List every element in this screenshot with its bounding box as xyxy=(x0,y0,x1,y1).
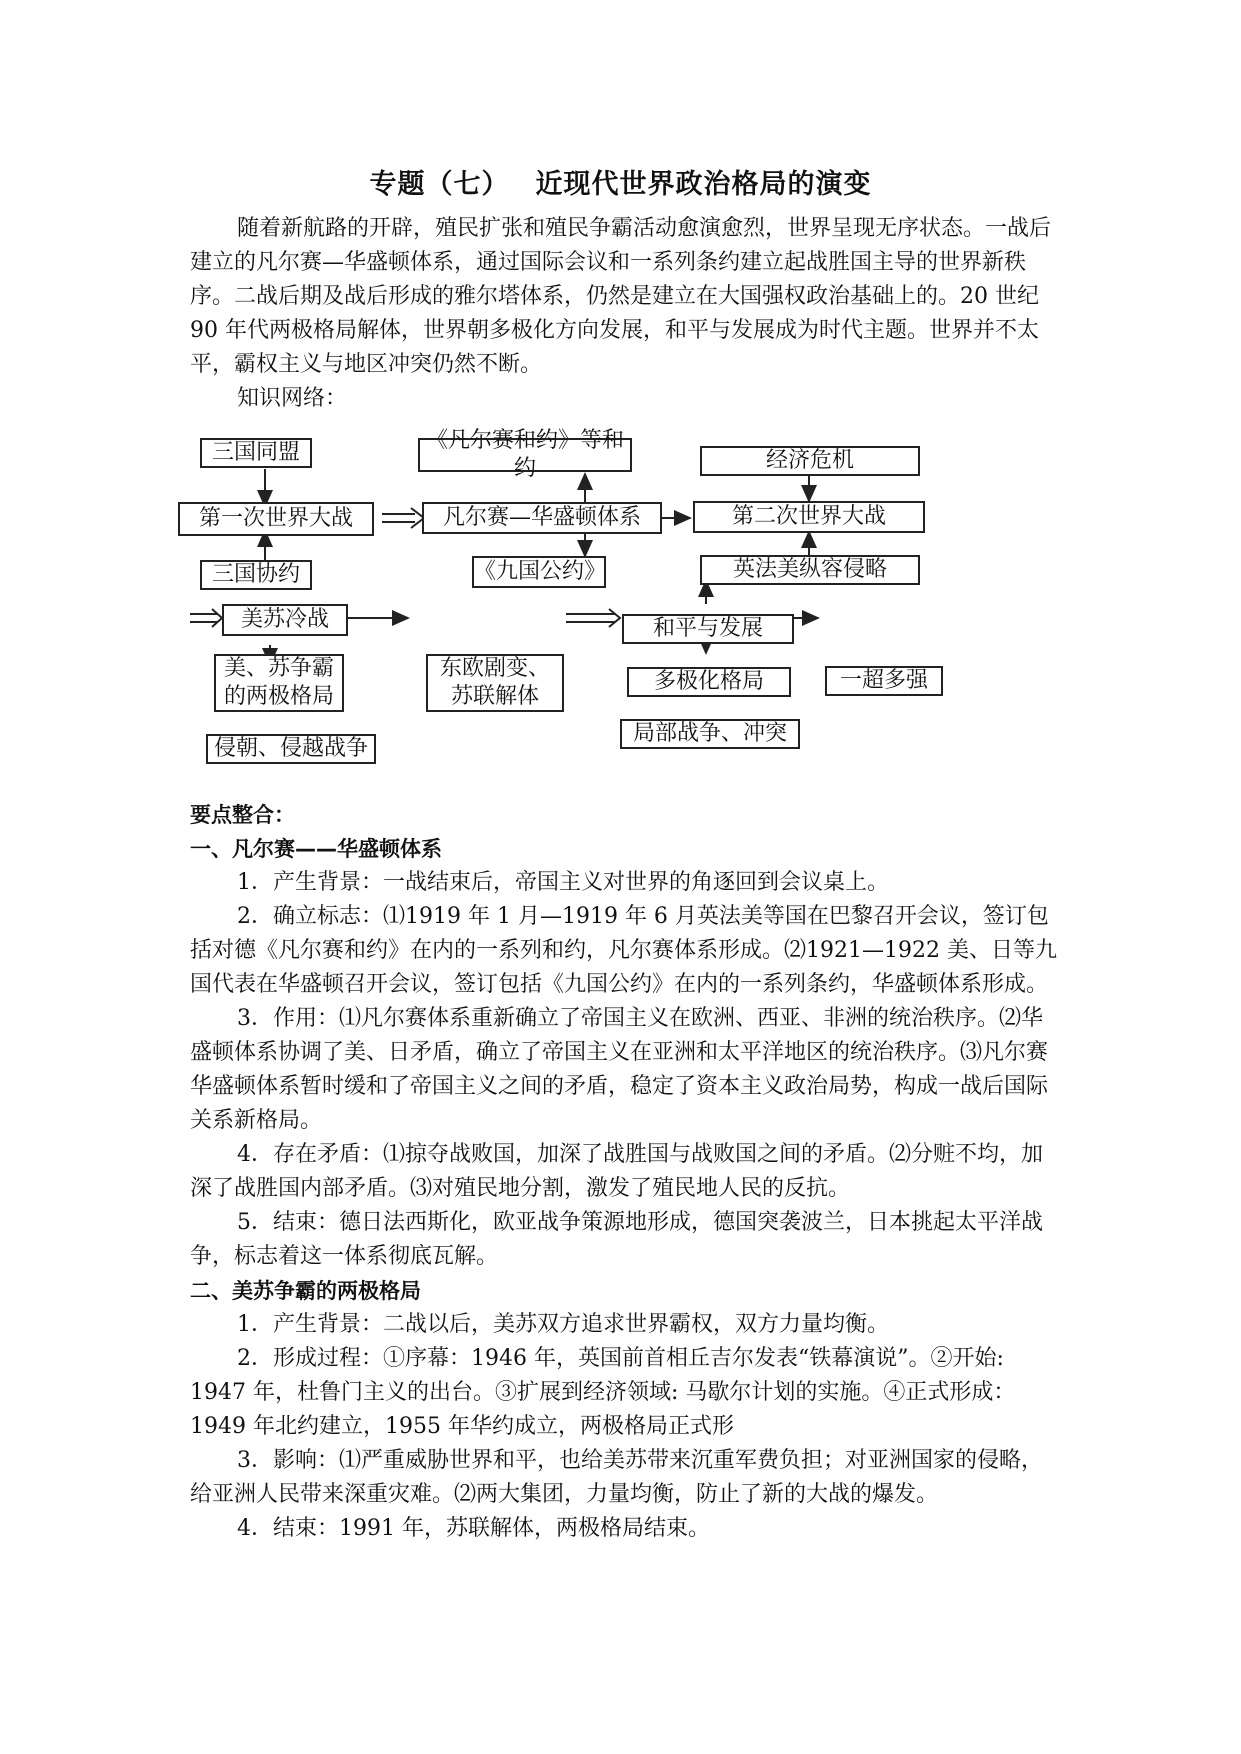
soviet-collapse-line-2: 苏联解体 xyxy=(450,684,539,709)
node-triple-alliance: 三国同盟 xyxy=(200,438,312,468)
node-korea-vietnam-wars: 侵朝、侵越战争 xyxy=(206,734,376,764)
eastern-europe-line-1: 东欧剧变、 xyxy=(439,656,550,681)
knowledge-network-diagram xyxy=(190,428,1060,788)
knowledge-network-label: 知识网络： xyxy=(237,386,348,411)
node-local-wars-conflicts: 局部战争、冲突 xyxy=(620,719,800,749)
intro-block xyxy=(190,212,1060,416)
section-1-heading: 一、凡尔赛——华盛顿体系 xyxy=(190,837,442,861)
section-2-item: 2．形成过程：①序幕：1946 年，英国前首相丘吉尔发表“铁幕演说”。②开始: 1947 年，杜鲁门主义的出台。③扩展到经济领域: 马歇尔计划的实施。④正式形成：1949 年北约建立，1955 年华约成立，两极格局正式形 xyxy=(190,1346,1016,1439)
node-bipolar-pattern xyxy=(214,654,344,712)
intro-paragraph: 随着新航路的开辟，殖民扩张和殖民争霸活动愈演愈烈，世界呈现无序状态。一战后建立的凡尔赛—华盛顿体系，通过国际会议和一系列条约建立起战胜国主导的世界新秩序。二战后期及战后形成的雅尔塔体系，仍然是建立在大国强权政治基础上的。20 世纪 90 年代两极格局解体，世界朝多极化方向发展，和平与发展成为时代主题。世界并不太平，霸权主义与地区冲突仍然不断。 xyxy=(190,216,1052,377)
bipolar-line-2: 的两极格局 xyxy=(223,684,334,709)
title-part-2: 近现代世界政治格局的演变 xyxy=(535,169,872,200)
node-eastern-europe-upheaval xyxy=(426,654,564,712)
node-us-soviet-cold-war: 美苏冷战 xyxy=(222,604,348,636)
node-appeasement: 英法美纵容侵略 xyxy=(700,555,920,585)
node-nine-power-treaty: 《九国公约》 xyxy=(472,556,606,588)
key-points-heading: 要点整合： xyxy=(190,803,295,827)
key-points-block xyxy=(190,798,1060,1546)
node-versailles-treaty: 《凡尔赛和约》等和约 xyxy=(418,438,632,472)
section-1-item: 4．存在矛盾：⑴掠夺战败国，加深了战胜国与战败国之间的矛盾。⑵分赃不均，加深了战胜国内部矛盾。⑶对殖民地分割，激发了殖民地人民的反抗。 xyxy=(190,1142,1043,1201)
node-world-war-2: 第二次世界大战 xyxy=(693,501,925,533)
section-1-item: 5．结束：德日法西斯化，欧亚战争策源地形成，德国突袭波兰，日本挑起太平洋战争，标志着这一体系彻底瓦解。 xyxy=(190,1210,1043,1269)
node-versailles-washington-system: 凡尔赛—华盛顿体系 xyxy=(422,502,662,534)
section-2-item: 3．影响：⑴严重威胁世界和平，也给美苏带来沉重军费负担；对亚洲国家的侵略，给亚洲人民带来深重灾难。⑵两大集团，力量均衡，防止了新的大战的爆发。 xyxy=(190,1448,1043,1507)
section-1-item: 2．确立标志：⑴1919 年 1 月—1919 年 6 月英法美等国在巴黎召开会议，签订包括对德《凡尔赛和约》在内的一系列和约，凡尔赛体系形成。⑵1921—1922 美、日等九国代表在华盛顿召开会议，签订包括《九国公约》在内的一系列条约，华盛顿体系形成。 xyxy=(190,904,1057,997)
section-1-item: 1．产生背景：一战结束后，帝国主义对世界的角逐回到会议桌上。 xyxy=(237,870,889,895)
bipolar-line-1: 美、苏争霸 xyxy=(223,656,334,681)
page-title xyxy=(0,162,1241,201)
title-part-1: 专题（七） xyxy=(369,169,510,200)
node-one-superpower-many-powers: 一超多强 xyxy=(825,666,943,696)
node-peace-and-development: 和平与发展 xyxy=(622,614,794,644)
node-economic-crisis: 经济危机 xyxy=(700,446,920,476)
section-2-item: 1．产生背景：二战以后，美苏双方追求世界霸权，双方力量均衡。 xyxy=(237,1312,889,1337)
section-1-item: 3．作用：⑴凡尔赛体系重新确立了帝国主义在欧洲、西亚、非洲的统治秩序。⑵华盛顿体系协调了美、日矛盾，确立了帝国主义在亚洲和太平洋地区的统治秩序。⑶凡尔赛华盛顿体系暂时缓和了帝国主义之间的矛盾，稳定了资本主义政治局势，构成一战后国际关系新格局。 xyxy=(190,1006,1049,1133)
section-2-heading: 二、美苏争霸的两极格局 xyxy=(190,1279,421,1303)
node-triple-entente: 三国协约 xyxy=(200,560,312,590)
section-2-item: 4．结束：1991 年，苏联解体，两极格局结束。 xyxy=(237,1516,710,1541)
node-world-war-1: 第一次世界大战 xyxy=(178,502,374,536)
node-multipolar-pattern: 多极化格局 xyxy=(627,667,791,697)
